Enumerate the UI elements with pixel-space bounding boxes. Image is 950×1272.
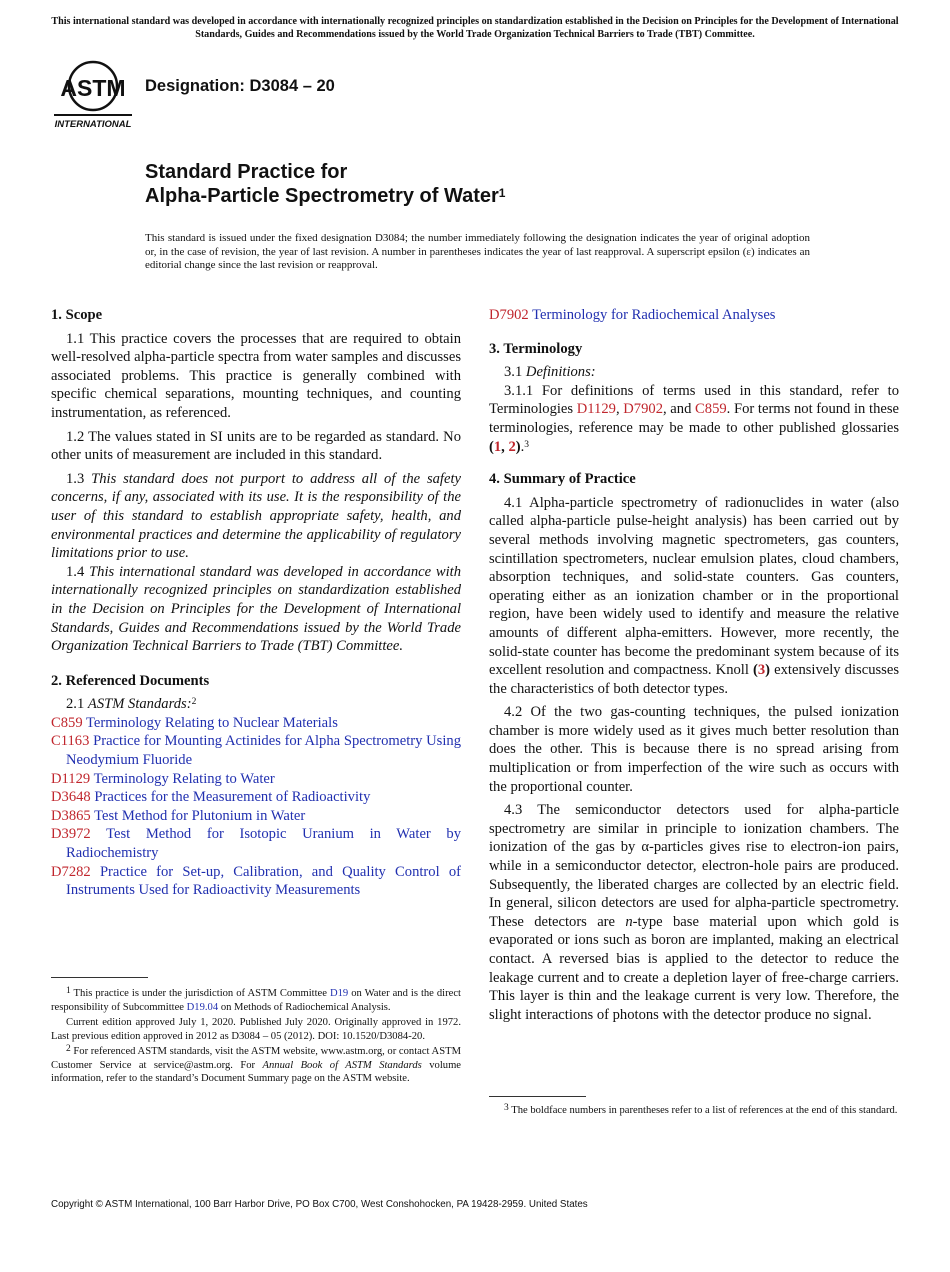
page-title: [145, 160, 505, 208]
designation: Designation: D3084 – 20: [145, 77, 335, 95]
footnote-link-d19-04[interactable]: D19.04: [186, 1001, 219, 1013]
para-1-1: 1.1 This practice covers the processes that are required to obtain well-resolved alpha-particle spectra from water samples and discusses associated problems. This practice is generally combined with specific chemical separations, mounting techniques, and counting instrumentation, as referenced.: [51, 330, 461, 421]
ref-item[interactable]: C859 Terminology Relating to Nuclear Materials: [51, 714, 338, 731]
para-2-1: 2.1 ASTM Standards:$^2$: [66, 696, 197, 713]
footnotes-left: [51, 987, 461, 1088]
ref-item[interactable]: D3865 Test Method for Plutonium in Water: [51, 807, 306, 824]
footnote-3: 3 The boldface numbers in parentheses refer to a list of references at the end of this standard.: [504, 1103, 898, 1116]
footnote-link-d19[interactable]: D19: [329, 988, 349, 999]
section-heading-referenced: 2. Referenced Documents: [51, 672, 210, 689]
section-heading-terminology: 3. Terminology: [489, 340, 583, 357]
ref-item[interactable]: D7902 Terminology for Radiochemical Analyses: [489, 307, 776, 323]
para-4-3: 4.3 The semiconductor detectors used for alpha-particle spectrometry are similar in principle to ionization chambers. The ionization of the gas by α-particles gives rise to electron-ion pairs, while in a semiconductor detector, electron-hole pairs are produced. Subsequently, the liberated charges are collected by an electric field. In general, silicon detectors are used for alpha-particle spectrometry. These detectors are n-type base material upon which gold is evaporated or ions such as boron are implanted, making an electrical contact. A reversed bias is applied to the detector to reduce the leakage current and to create a depletion layer of free-charge carriers. This layer is thin and the leakage current is very low. Therefore, the slight interactions of photons with the detector produce no signal.: [489, 802, 899, 1023]
link-d1129[interactable]: D1129: [576, 401, 616, 418]
footnote-1: 1 This practice is under the jurisdiction of ASTM Committee D19 on Water and is the direct responsibility of Subcommittee D19.04 on Methods of Radiochemical Analysis.: [51, 986, 461, 1013]
para-4-2: 4.2 Of the two gas-counting techniques, the pulsed ionization chamber is more widely used as it gives much better resolution than does the other. This is because there is no spread arising from multiplication or from imperfection of the wire such as occurs with the proportional counter.: [489, 704, 899, 795]
title-footnote-mark: 1: [498, 186, 506, 200]
ref-item[interactable]: D3648 Practices for the Measurement of Radioactivity: [51, 789, 371, 806]
ref-item[interactable]: C1163 Practice for Mounting Actinides for Alpha Spectrometry Using Neodymium Fluoride: [51, 733, 462, 769]
para-1-2: 1.2 The values stated in SI units are to be regarded as standard. No other units of measurement are included in this standard.: [51, 428, 461, 464]
left-column: [51, 306, 461, 900]
issued-note: This standard is issued under the fixed designation D3084; the number immediately following the designation indicates the year of original adoption or, in the case of revision, the year of last revision. A number in parentheses indicates the year of last reapproval. A superscript epsilon (ε) indicates an editorial change since the last revision or reapproval.: [145, 232, 810, 272]
cite-1[interactable]: 1: [493, 438, 502, 455]
title-line-2: Alpha-Particle Spectrometry of Water$^1$: [145, 185, 506, 207]
section-heading-scope: 1. Scope: [51, 307, 103, 323]
section-heading-summary: 4. Summary of Practice: [489, 471, 636, 488]
ref-item[interactable]: D7282 Practice for Set-up, Calibration, and Quality Control of Instruments Used for Radioactivity Measurements: [51, 863, 461, 899]
footnotes-right: [489, 1104, 899, 1120]
footnote-2: 2 For referenced ASTM standards, visit the ASTM website, www.astm.org, or contact ASTM Customer Service at service@astm.org. For Annual Book of ASTM Standards volume information, refer to the standard’s Document Summary page on the ASTM website.: [51, 1044, 462, 1084]
copyright: Copyright © ASTM International, 100 Barr Harbor Drive, PO Box C700, West Conshohocken, PA 19428-2959. United States: [51, 1199, 588, 1210]
cite-2[interactable]: 2: [508, 438, 516, 455]
astm-logo: [52, 56, 134, 132]
referenced-list: [51, 714, 461, 900]
standards-notice: This international standard was developed in accordance with internationally recognized principles on standardization established in the Decision on Principles for the Development of International Standards, Guides and Recommendations issued by the World Trade Organization Technical Barriers to Trade (TBT) Committee.: [51, 16, 899, 40]
para-3-1-1: 3.1.1 For definitions of terms used in this standard, refer to Terminologies D1129, D7902, and C859. For terms not found in these terminologies, reference may be made to other published glossaries (1, 2).$^3$: [489, 382, 900, 455]
para-4-1: 4.1 Alpha-particle spectrometry of radionuclides in water (also called alpha-particle pulse-height analysis) has been carried out by several methods involving magnetic spectrometers, gas counters, scintillation spectrometers, nuclear emulsion plates, cloud chambers, absorption techniques, and solid-state counters. Gas counters, operating either as an ionization chamber or in the proportional region, have been widely used to identify and measure the relative amounts of different alpha-emitters. However, more recently, the solid-state counter has become the predominant system because of its excellent resolution and compactness. Knoll (3) extensively discusses the characteristics of both detector types.: [489, 494, 900, 697]
title-line-1: Standard Practice for: [145, 161, 348, 183]
right-column: [489, 306, 899, 1024]
footnote-1-edition: Current edition approved July 1, 2020. Published July 2020. Originally approved in 1972. Last previous edition approved in 2012 as D3084 – 05 (2012). DOI: 10.1520/D3084-20.: [51, 1017, 461, 1042]
para-1-3: 1.3 This standard does not purport to address all of the safety concerns, if any, associated with its use. It is the responsibility of the user of this standard to establish appropriate safety, health, and environmental practices and determine the applicability of regulatory limitations prior to use.: [51, 470, 461, 562]
ref-item[interactable]: D1129 Terminology Relating to Water: [51, 770, 275, 787]
referenced-list-continued: [489, 306, 899, 325]
link-c859[interactable]: C859: [695, 401, 727, 418]
footnote-divider: [51, 977, 148, 978]
cite-3[interactable]: 3: [757, 662, 766, 679]
ref-item[interactable]: D3972 Test Method for Isotopic Uranium in Water by Radiochemistry: [51, 826, 461, 862]
para-1-4: 1.4 This international standard was developed in accordance with internationally recognized principles on standardization established in the Decision on Principles for the Development of International Standards, Guides and Recommendations issued by the World Trade Organization Technical Barriers to Trade (TBT) Committee.: [51, 563, 462, 655]
para-3-1: 3.1 Definitions:: [504, 364, 596, 381]
logo-letters: ASTM: [60, 75, 126, 101]
footnote-divider-right: [489, 1096, 586, 1097]
link-d7902[interactable]: D7902: [623, 401, 663, 418]
logo-text: INTERNATIONAL: [54, 119, 132, 130]
